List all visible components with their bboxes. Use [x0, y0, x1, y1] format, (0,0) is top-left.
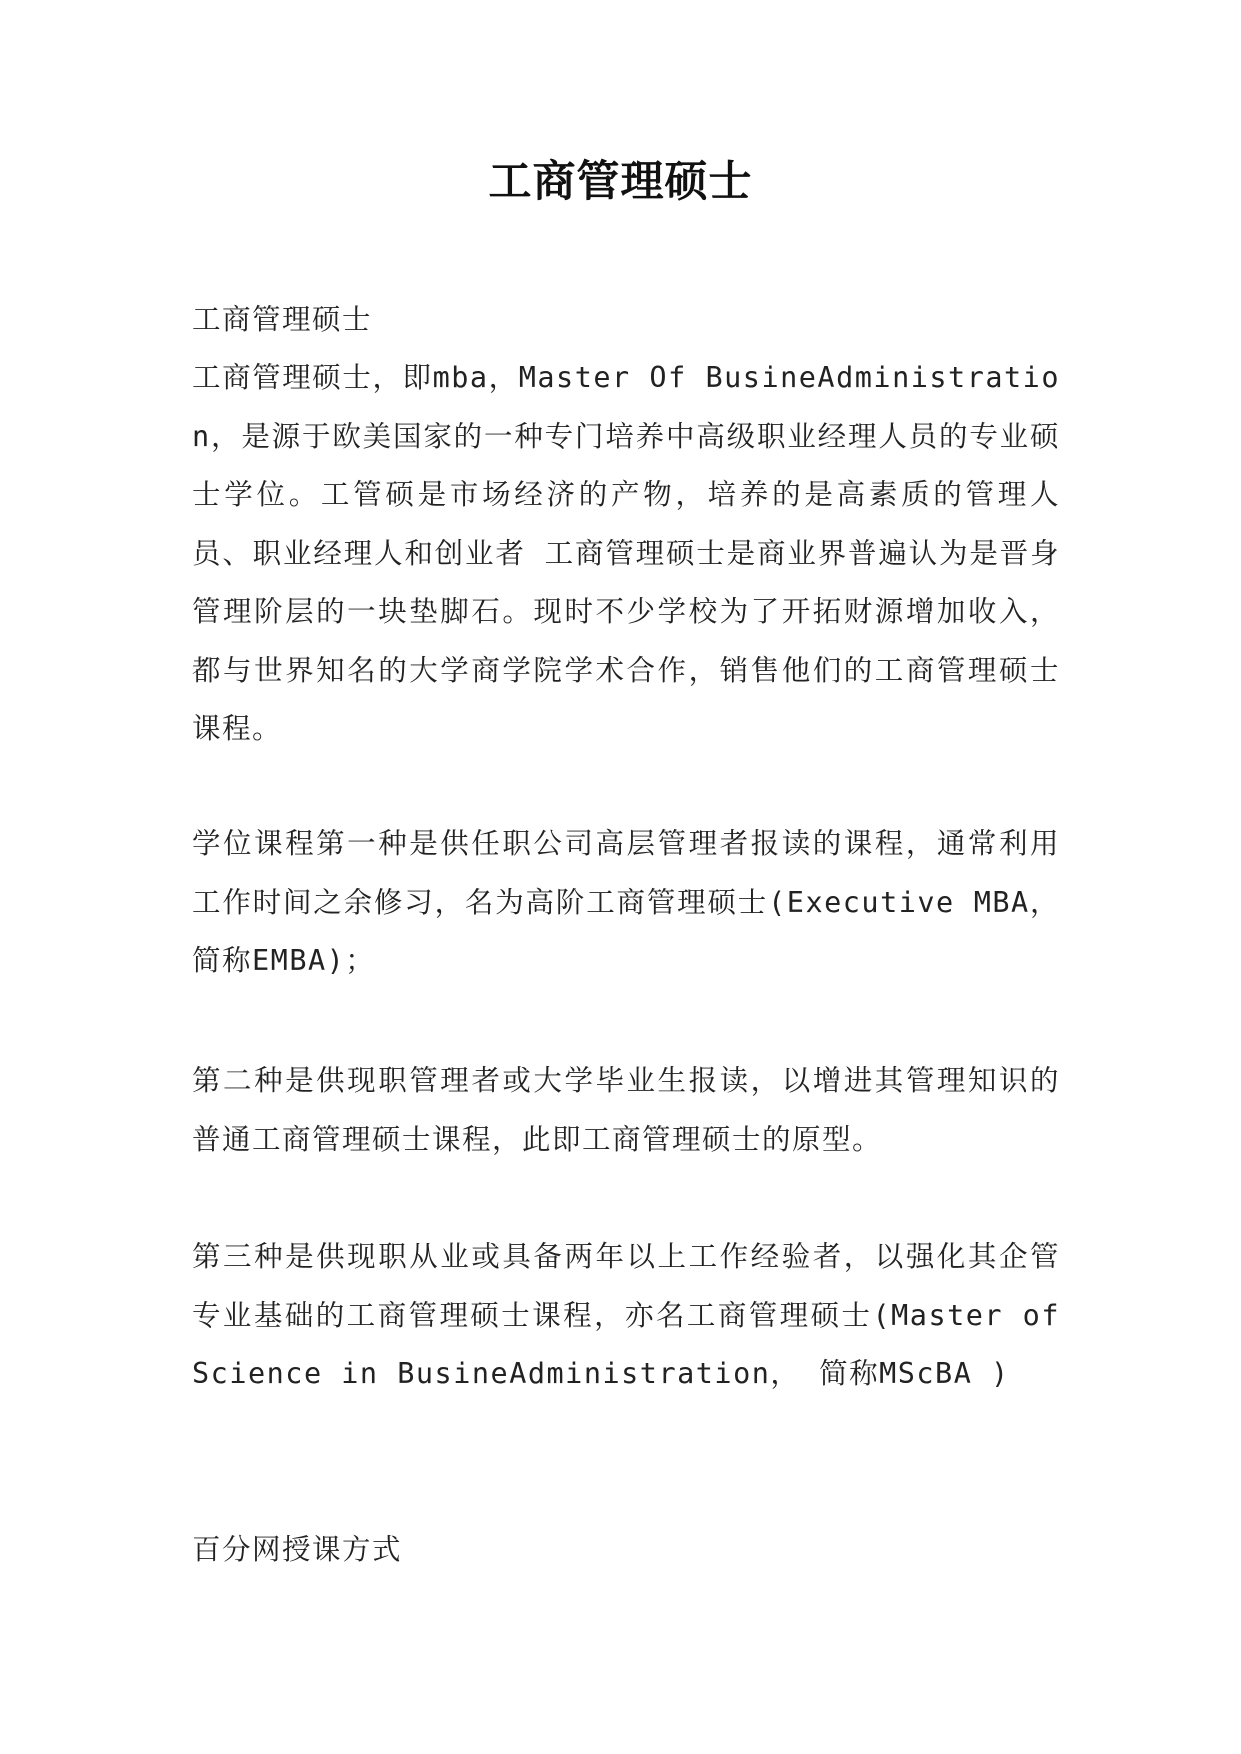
paragraph-emba: 学位课程第一种是供任职公司高层管理者报读的课程，通常利用工作时间之余修习，名为高阶工商管理硕士(Executive MBA，简称EMBA)；: [192, 827, 1060, 977]
paragraph-teaching-method: 百分网授课方式: [192, 1533, 403, 1566]
paragraph-intro: 工商管理硕士，即mba，Master Of BusineAdministration，是源于欧美国家的一种专门培养中高级职业经理人员的专业硕士学位。工管硕是市场经济的产物，培养的是高素质的管理人员、职业经理人和创业者 工商管理硕士是商业界普遍认为是晋身管理阶层的一块垫脚石。现时不少学校为了开拓财源增加收入，都与世界知名的大学商学院学术合作，销售他们的工商管理硕士课程。: [192, 361, 1060, 745]
section-heading: 工商管理硕士: [192, 303, 373, 336]
paragraph-mba: 第二种是供现职管理者或大学毕业生报读，以增进其管理知识的普通工商管理硕士课程，此即工商管理硕士的原型。: [192, 1064, 1060, 1156]
paragraph-mscba: 第三种是供现职从业或具备两年以上工作经验者，以强化其企管专业基础的工商管理硕士课程，亦名工商管理硕士(Master of Science in BusineAdministration， 简称MScBA ): [192, 1240, 1060, 1390]
document-title: 工商管理硕士: [488, 157, 753, 207]
